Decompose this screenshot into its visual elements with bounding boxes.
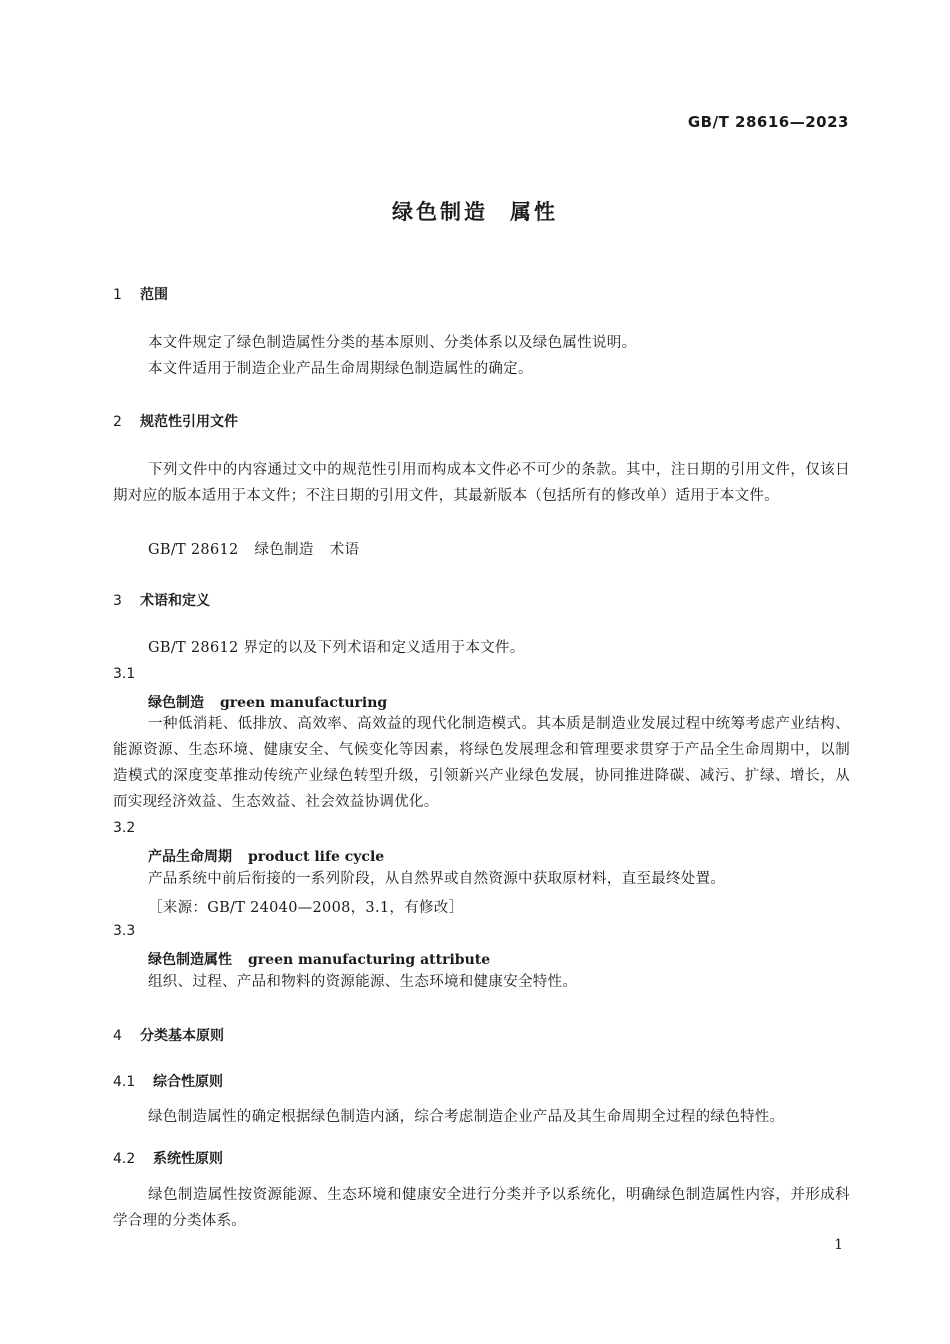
title-part2: 属性 — [510, 200, 558, 224]
subsection-4-1-heading: 4.1 综合性原则 — [113, 1074, 223, 1090]
section-2-heading: 2 规范性引用文件 — [113, 414, 238, 430]
term-number: 3.2 — [113, 820, 136, 836]
term-definition: 组织、过程、产品和物料的资源能源、生态环境和健康安全特性。 — [148, 974, 578, 990]
section-1-paragraph-1: 本文件规定了绿色制造属性分类的基本原则、分类体系以及绿色属性说明。 — [148, 335, 637, 351]
section-3-heading: 3 术语和定义 — [113, 593, 210, 609]
section-1-heading: 1 范围 — [113, 287, 168, 303]
term-source: ［来源：GB/T 24040—2008，3.1，有修改］ — [148, 900, 464, 916]
section-1-paragraph-2: 本文件适用于制造企业产品生命周期绿色制造属性的确定。 — [148, 361, 533, 377]
title-part1: 绿色制造 — [392, 200, 488, 224]
term-definition: 产品系统中前后衔接的一系列阶段，从自然界或自然资源中获取原材料，直至最终处置。 — [148, 871, 726, 887]
document-title — [0, 196, 950, 226]
subsection-4-2-heading: 4.2 系统性原则 — [113, 1151, 223, 1167]
term-number: 3.1 — [113, 666, 136, 682]
term-heading: 绿色制造属性 green manufacturing attribute — [148, 952, 491, 968]
subsection-4-1-paragraph: 绿色制造属性的确定根据绿色制造内涵，综合考虑制造企业产品及其生命周期全过程的绿色特性。 — [148, 1109, 785, 1125]
page-number: 1 — [834, 1237, 843, 1253]
subsection-4-2-paragraph: 绿色制造属性按资源能源、生态环境和健康安全进行分类并予以系统化，明确绿色制造属性内容，并形成科学合理的分类体系。 — [113, 1187, 850, 1229]
normative-reference: GB/T 28612 绿色制造 术语 — [148, 542, 360, 558]
section-4-heading: 4 分类基本原则 — [113, 1028, 224, 1044]
section-3-intro: GB/T 28612 界定的以及下列术语和定义适用于本文件。 — [148, 640, 525, 656]
term-heading: 产品生命周期 product life cycle — [148, 849, 385, 865]
term-definition: 一种低消耗、低排放、高效率、高效益的现代化制造模式。其本质是制造业发展过程中统筹考虑产业结构、能源资源、生态环境、健康安全、气候变化等因素，将绿色发展理念和管理要求贯穿于产品全生命周期中，以制造模式的深度变革推动传统产业绿色转型升级，引领新兴产业绿色发展，协同推进降碳、减污、扩绿、增长，从而实现经济效益、生态效益、社会效益协调优化。 — [113, 716, 850, 810]
section-2-paragraph: 下列文件中的内容通过文中的规范性引用而构成本文件必不可少的条款。其中，注日期的引用文件，仅该日期对应的版本适用于本文件；不注日期的引用文件，其最新版本（包括所有的修改单）适用于本文件。 — [113, 462, 850, 504]
term-heading: 绿色制造 green manufacturing — [148, 695, 388, 711]
standard-number: GB/T 28616—2023 — [687, 113, 849, 131]
term-number: 3.3 — [113, 923, 136, 939]
